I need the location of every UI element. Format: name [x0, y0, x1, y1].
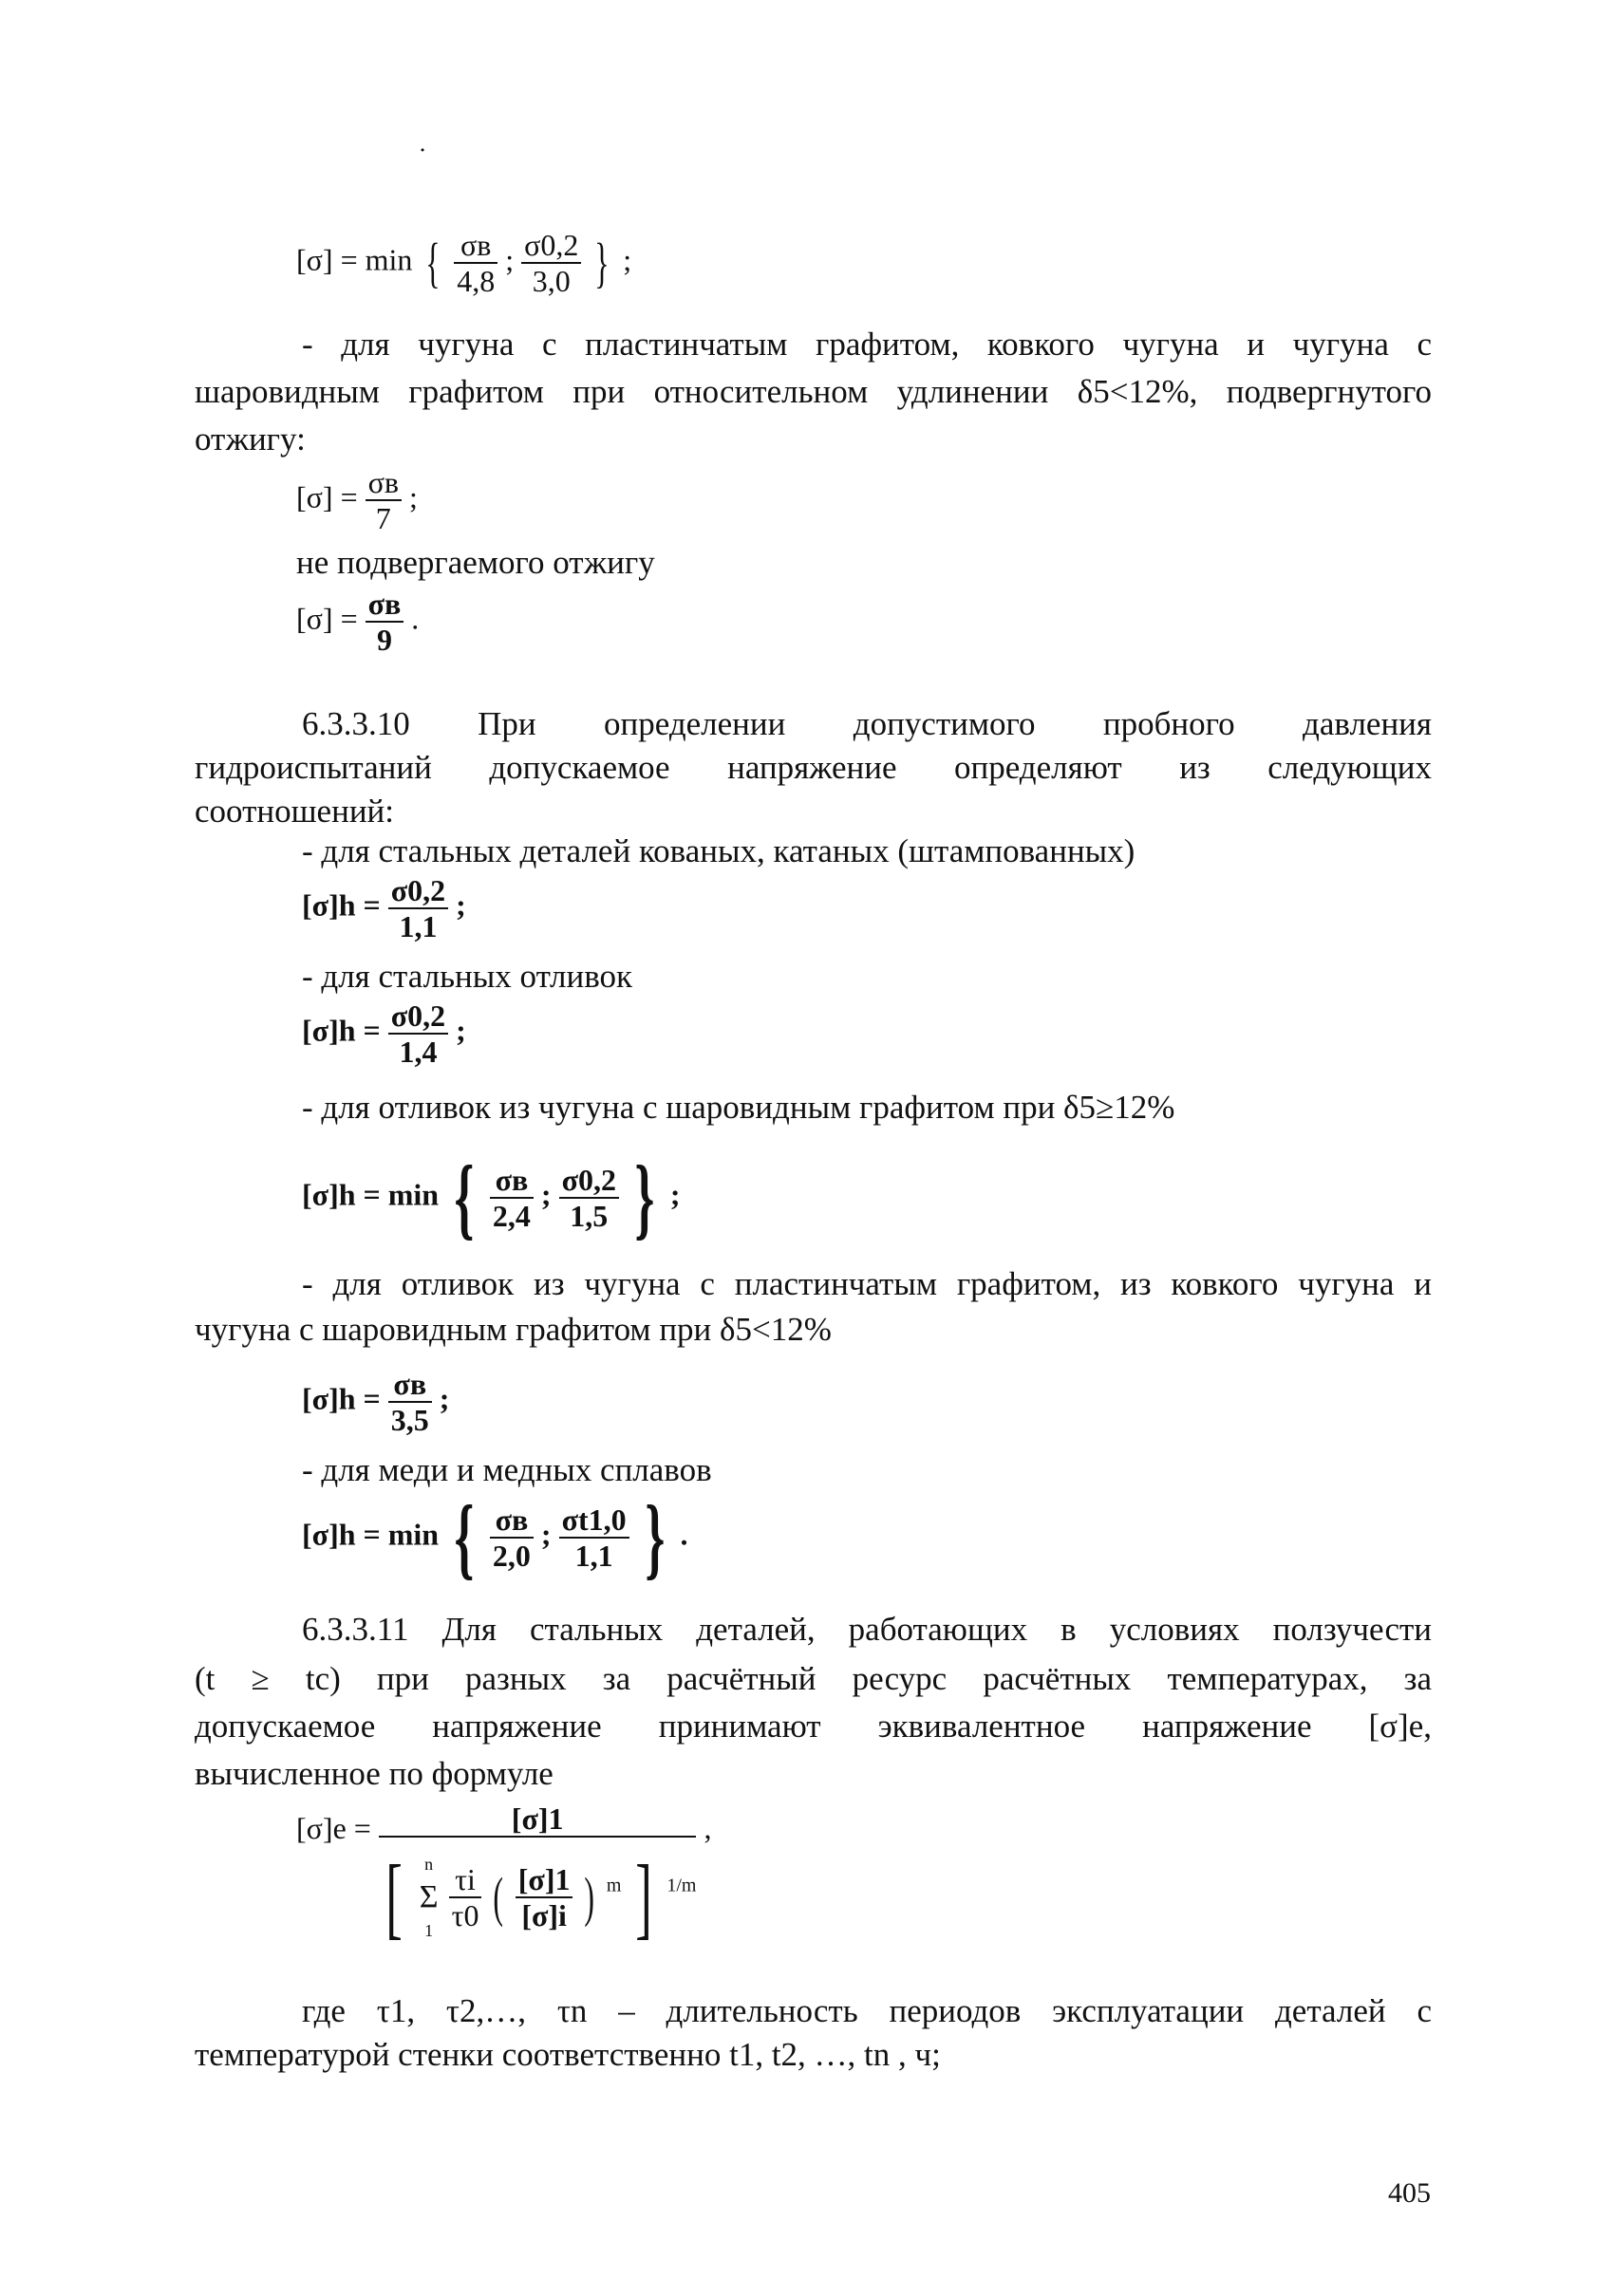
formula-2: [σ] = $\frac{\sigma в}{7}$ ;	[296, 465, 418, 535]
paragraph-line: вычисленное по формуле	[195, 1755, 554, 1792]
list-item: - для стальных отливок	[302, 958, 633, 995]
list-item: - для меди и медных сплавов	[302, 1451, 712, 1488]
formula-9: [σ]е = [σ]1 [ n Σ 1 $\frac{\tau i}{\tau 0}$ ( $\frac{[\sigma]1}{[\sigma]i}$ ) $^m$ ] $^{1/m}$ ,	[296, 1801, 712, 1948]
list-item: - для стальных деталей кованых, катаных (штампованных)	[302, 832, 1135, 869]
formula-1: [σ] = min { $\frac{\sigma в}{4,8}$ ; $\frac{\sigma 0,2}{3,0}$ } ;	[296, 228, 632, 298]
paragraph-line: (t ≥ tс) при разных за расчётный ресурс расчётных температурах, за	[195, 1660, 1432, 1697]
text-line: не подвергаемого отжигу	[296, 544, 655, 581]
list-item: чугуна с шаровидным графитом при δ5<12%	[195, 1311, 832, 1348]
formula-lhs: [σ] = min	[296, 242, 413, 277]
paragraph-line: 6.3.3.11 Для стальных деталей, работающих в условиях ползучести	[302, 1611, 1432, 1648]
paragraph-line: 6.3.3.10 При определении допустимого пробного давления	[302, 705, 1432, 742]
numerator: σ0,2	[521, 228, 581, 264]
formula-6: [σ]h = min { $\frac{\sigma в}{2,4}$ ; $\frac{\sigma 0,2}{1,5}$ } ;	[302, 1147, 681, 1248]
list-item: - для отливок из чугуна с пластинчатым графитом, из ковкого чугуна и	[302, 1265, 1432, 1302]
scan-dot: ˙	[418, 142, 427, 174]
formula-5: [σ]h = $\frac{\sigma 0,2}{1,4}$ ;	[302, 999, 466, 1069]
formula-3: [σ] = $\frac{\sigma в}{9}$ .	[296, 587, 420, 657]
text-line: шаровидным графитом при относительном удлинении δ5<12%, подвергнутого	[195, 373, 1432, 410]
denominator: 4,8	[457, 264, 496, 298]
text-line: отжигу:	[195, 420, 306, 457]
where-line: где τ1, τ2,…, τn – длительность периодов эксплуатации деталей с	[302, 1992, 1432, 2029]
text-line: - для чугуна с пластинчатым графитом, ковкого чугуна и чугуна с	[302, 326, 1432, 363]
brace-left: {	[425, 232, 441, 293]
paragraph-line: допускаемое напряжение принимают эквивалентное напряжение [σ]е,	[195, 1708, 1432, 1745]
paragraph-line: гидроиспытаний допускаемое напряжение определяют из следующих	[195, 749, 1432, 786]
page-number: 405	[1388, 2177, 1431, 2209]
where-line: температурой стенки соответственно t1, t2, …, tn , ч;	[195, 2036, 941, 2073]
numerator: σв	[454, 228, 497, 264]
brace-right: }	[594, 232, 610, 293]
paragraph-line: соотношений:	[195, 793, 394, 830]
formula-8: [σ]h = min { $\frac{\sigma в}{2,0}$ ; $\frac{\sigma t1,0}{1,1}$ } .	[302, 1486, 688, 1588]
formula-4: [σ]h = $\frac{\sigma 0,2}{1,1}$ ;	[302, 873, 466, 943]
formula-7: [σ]h = $\frac{\sigma в}{3,5}$ ;	[302, 1367, 450, 1437]
list-item: - для отливок из чугуна с шаровидным графитом при δ5≥12%	[302, 1089, 1175, 1126]
denominator: 3,0	[532, 264, 571, 298]
